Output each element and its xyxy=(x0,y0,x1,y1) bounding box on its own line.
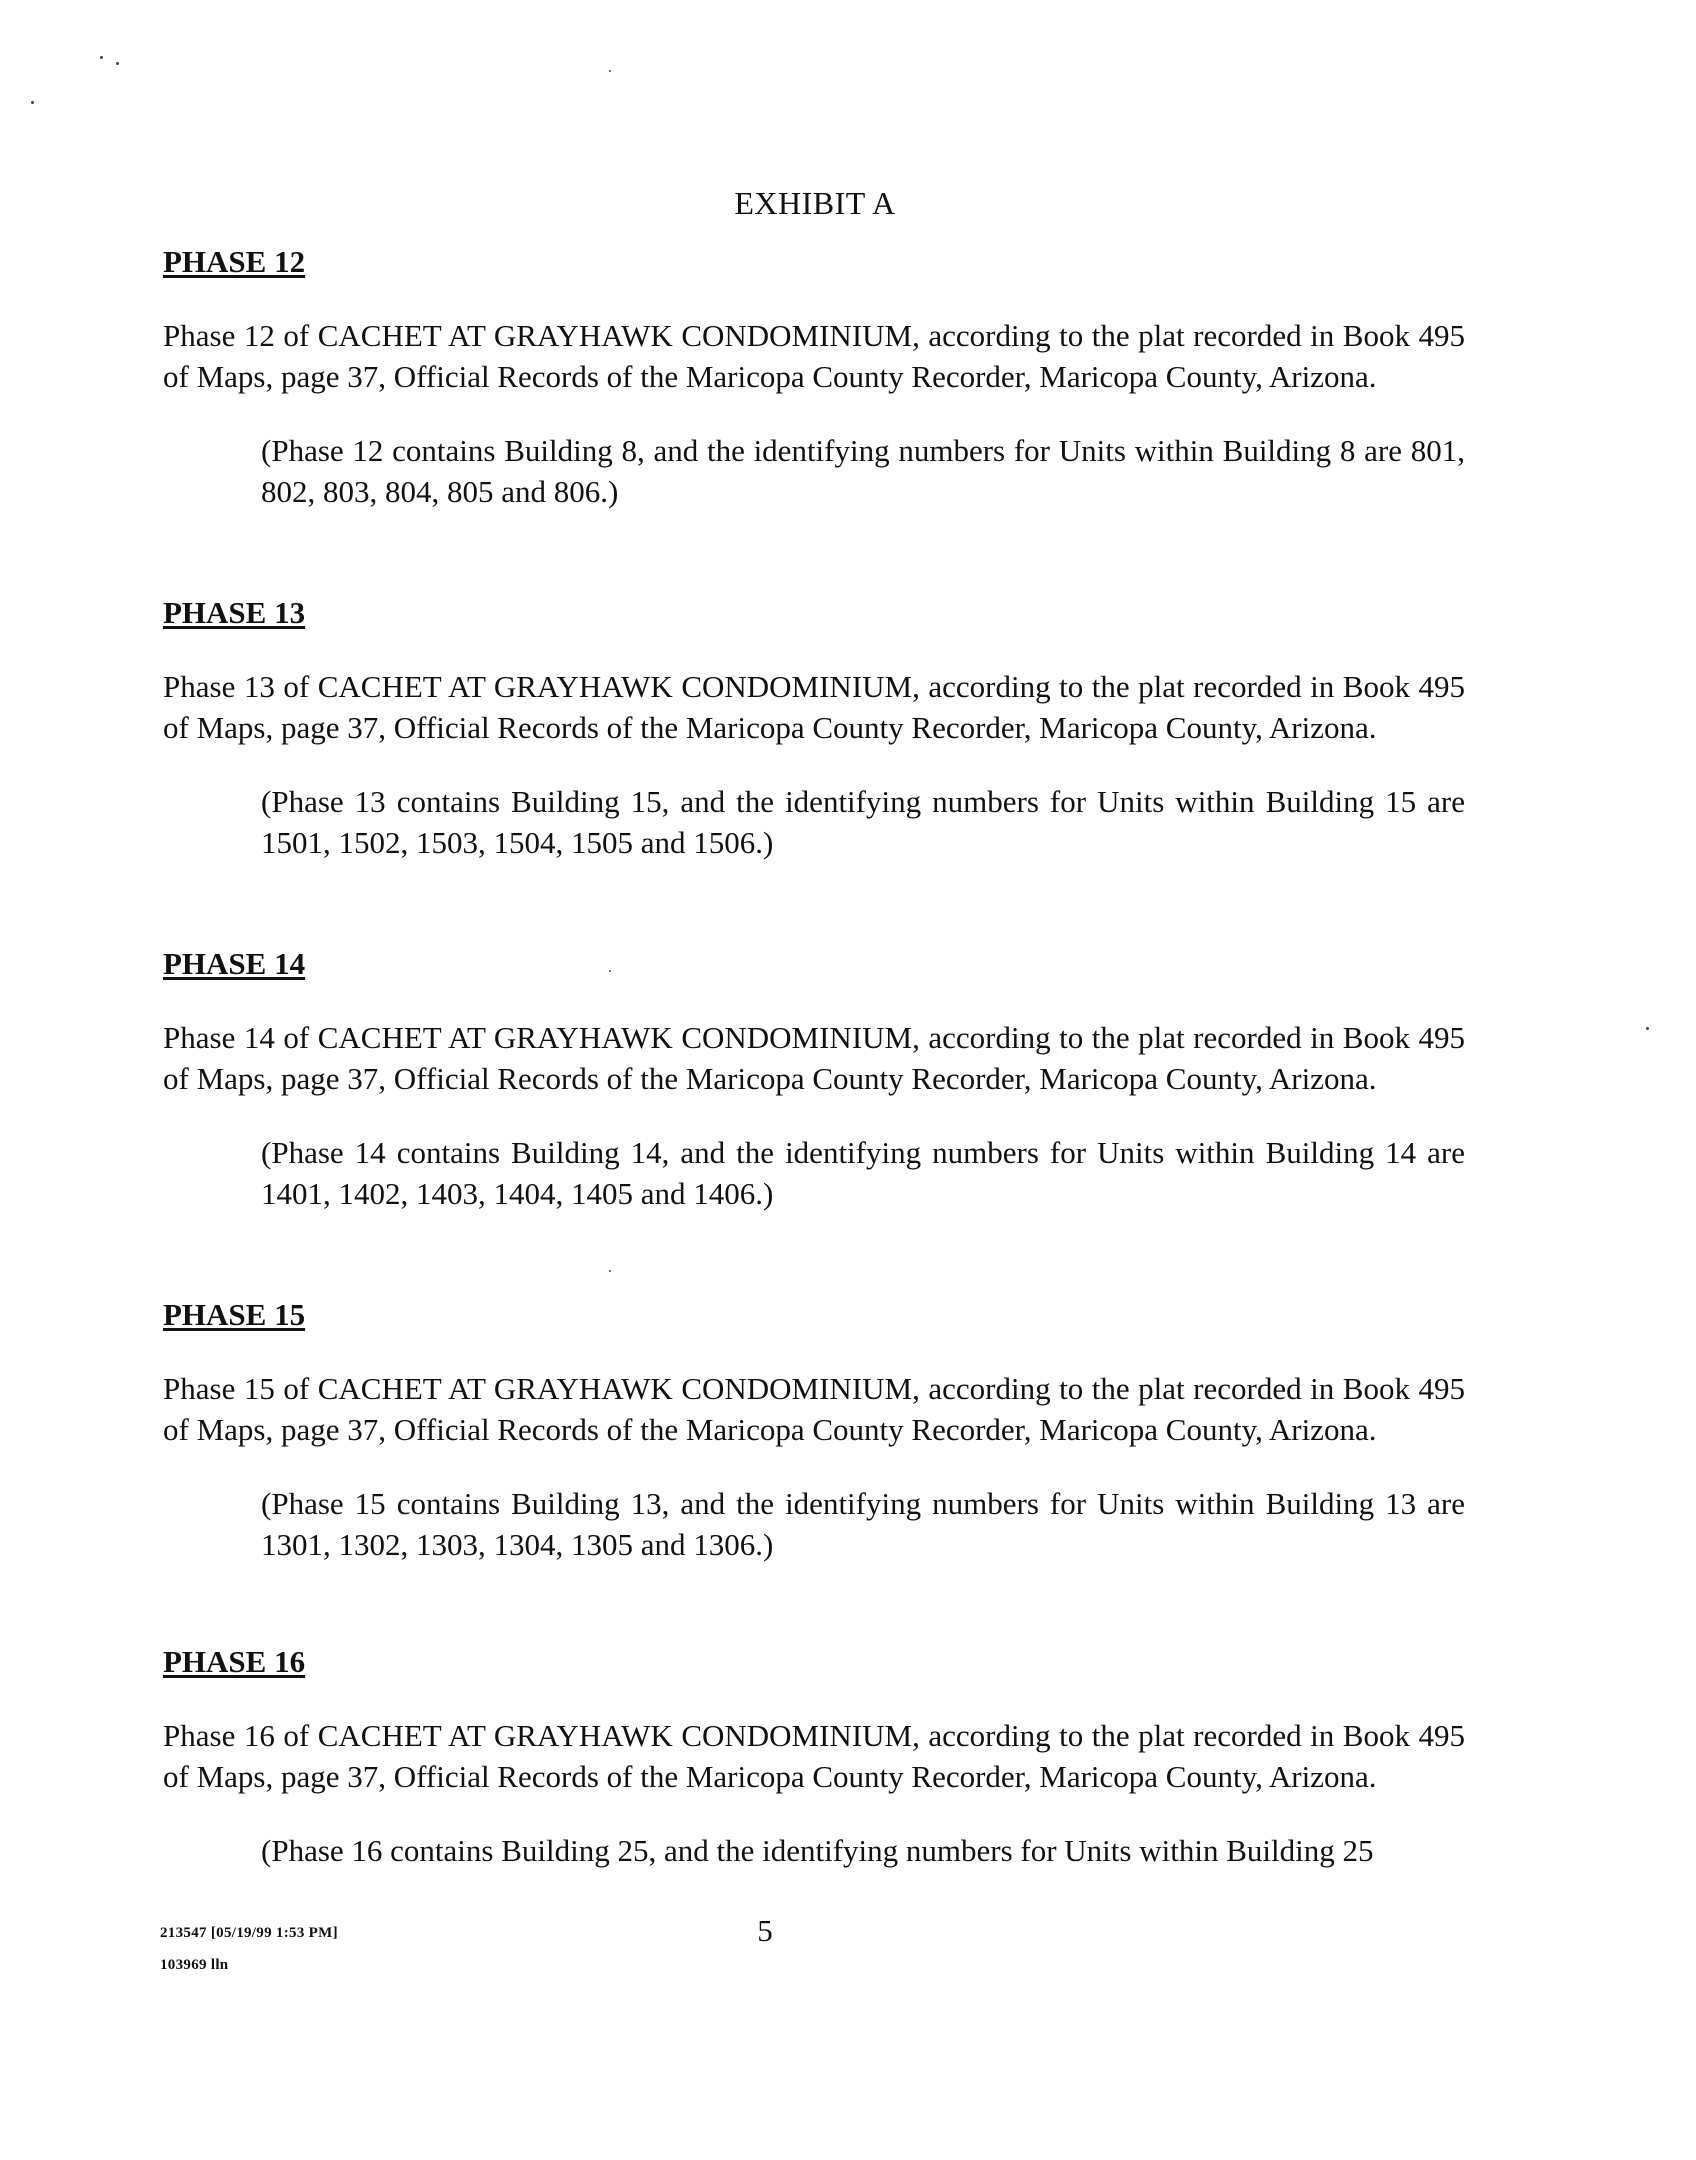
phase-building-note: (Phase 15 contains Building 13, and the identifying numbers for Units within Building 13 are 1301, 1302, 1303, 1304, 1305 and 1306.) xyxy=(261,1486,1465,1562)
scan-speck xyxy=(1646,1027,1649,1030)
phase-section xyxy=(163,1295,1465,1565)
phase-heading: PHASE 12 xyxy=(163,244,306,279)
phase-description: Phase 13 of CACHET AT GRAYHAWK CONDOMINIUM, according to the plat recorded in Book 495 of Maps, page 37, Official Records of the Maricopa County Recorder, Maricopa County, Arizona. xyxy=(163,669,1465,745)
phase-description: Phase 12 of CACHET AT GRAYHAWK CONDOMINIUM, according to the plat recorded in Book 495 of Maps, page 37, Official Records of the Maricopa County Recorder, Maricopa County, Arizona. xyxy=(163,318,1465,394)
scan-speck xyxy=(31,101,34,104)
phase-section xyxy=(163,944,1465,1214)
phase-heading: PHASE 16 xyxy=(163,1644,306,1679)
phase-building-note: (Phase 13 contains Building 15, and the identifying numbers for Units within Building 15 are 1501, 1502, 1503, 1504, 1505 and 1506.) xyxy=(261,784,1465,860)
phase-section xyxy=(163,593,1465,863)
scan-speck xyxy=(609,1270,611,1272)
scan-speck xyxy=(116,62,119,65)
page-number: 5 xyxy=(757,1913,773,1948)
scan-speck xyxy=(609,70,611,72)
exhibit-title: EXHIBIT A xyxy=(734,185,896,221)
phase-description: Phase 15 of CACHET AT GRAYHAWK CONDOMINIUM, according to the plat recorded in Book 495 of Maps, page 37, Official Records of the Maricopa County Recorder, Maricopa County, Arizona. xyxy=(163,1371,1465,1447)
footer-client-reference: 103969 lln xyxy=(160,1957,229,1973)
phase-heading: PHASE 14 xyxy=(163,946,306,981)
phase-description: Phase 16 of CACHET AT GRAYHAWK CONDOMINIUM, according to the plat recorded in Book 495 of Maps, page 37, Official Records of the Maricopa County Recorder, Maricopa County, Arizona. xyxy=(163,1718,1465,1794)
scan-speck xyxy=(100,56,103,59)
footer-document-reference: 213547 [05/19/99 1:53 PM] xyxy=(160,1925,338,1941)
phase-section xyxy=(163,1642,1465,1871)
phase-building-note: (Phase 16 contains Building 25, and the identifying numbers for Units within Building 25 xyxy=(261,1833,1374,1868)
phase-building-note: (Phase 12 contains Building 8, and the identifying numbers for Units within Building 8 are 801, 802, 803, 804, 805 and 806.) xyxy=(261,433,1465,509)
phase-heading: PHASE 13 xyxy=(163,595,306,630)
phase-section xyxy=(163,242,1465,512)
phase-heading: PHASE 15 xyxy=(163,1297,306,1332)
phase-description: Phase 14 of CACHET AT GRAYHAWK CONDOMINIUM, according to the plat recorded in Book 495 of Maps, page 37, Official Records of the Maricopa County Recorder, Maricopa County, Arizona. xyxy=(163,1020,1465,1096)
phase-building-note: (Phase 14 contains Building 14, and the identifying numbers for Units within Building 14 are 1401, 1402, 1403, 1404, 1405 and 1406.) xyxy=(261,1135,1465,1211)
